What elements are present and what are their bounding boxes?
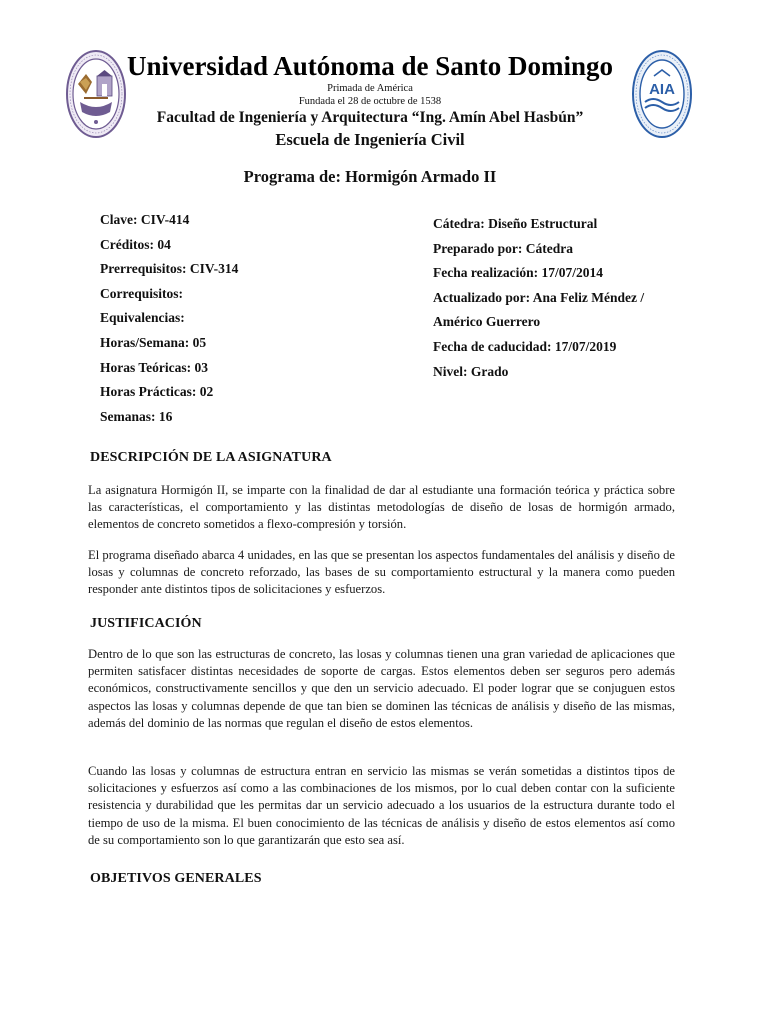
info-equivalencias: Equivalencias: [100,310,185,326]
faculty-seal-text: AIA [649,81,675,98]
info-catedra: Cátedra: Diseño Estructural [433,216,598,231]
info-creditos: Créditos: 04 [100,236,171,252]
info-prerrequisitos: Prerrequisitos: CIV-314 [100,261,239,277]
paragraph-descripcion-1: La asignatura Hormigón II, se imparte con la finalidad de dar al estudiante una formación teórica y práctica sobre las características, el comportamiento y las distintas metodologías de diseño de losas de hormigón armado, elementos de concreto sometidos a flexo-compresión y torsión. [88,483,675,532]
program-title: Programa de: Hormigón Armado II [243,167,497,186]
info-fecha-realizacion: Fecha realización: 17/07/2014 [433,265,603,281]
course-info-right [433,212,644,384]
faculty-seal-icon [632,50,692,138]
heading-objetivos: OBJETIVOS GENERALES [90,871,262,886]
info-horas-semana: Horas/Semana: 05 [100,334,207,350]
faculty-name: Facultad de Ingeniería y Arquitectura “Ing. Amín Abel Hasbún” [156,109,584,126]
info-correquisitos: Correquisitos: [100,285,183,301]
info-horas-teoricas: Horas Teóricas: 03 [100,359,208,375]
info-actualizado-por-cont: Américo Guerrero [433,314,541,330]
info-horas-practicas: Horas Prácticas: 02 [100,384,214,400]
info-semanas: Semanas: 16 [100,408,173,424]
course-info-left [100,208,238,429]
heading-justificacion: JUSTIFICACIÓN [90,616,202,631]
founded-date: Fundada el 28 de octubre de 1538 [298,96,442,107]
info-preparado-por: Preparado por: Cátedra [433,240,573,256]
university-title: Universidad Autónoma de Santo Domingo [126,51,614,81]
paragraph-justificacion-2: Cuando las losas y columnas de estructura entran en servicio las mismas se verán sometidas a distintos tipos de solicitaciones y esfuerzos así como a las combinaciones de los mismos, por lo cual deben contar con la suficiente resistencia y durabilidad que les permitas dar un servicio adecuado a los usuarios de la estructura durante todo el tiempo de uso de la misma. El buen conocimiento de las técnicas de análisis y diseño de estos elementos así como de su comportamiento son lo que garantizarán que esto sea así. [88,764,675,847]
paragraph-descripcion-2: El programa diseñado abarca 4 unidades, en las que se presentan los aspectos fundamentales del análisis y diseño de losas y columnas de concreto reforzado, las bases de su comportamiento estructural y la manera como pueden responder ante distintos tipos de solicitaciones y esfuerzos. [88,548,675,597]
paragraph-justificacion-1: Dentro de lo que son las estructuras de concreto, las losas y columnas tienen una gran variedad de aplicaciones que permiten satisfacer distintas necesidades de soporte de cargas. Estos elementos deben ser seguros pero además económicos, constructivamente sencillos y que den un servicio adecuado. El poder lograr que se conjuguen estos aspectos las losas y columnas depende de que tan bien se dominen las técnicas de análisis y diseño de las mismas, además del dominio de las normas que regulan el diseño de estos elementos. [88,647,675,730]
heading-descripcion: DESCRIPCIÓN DE LA ASIGNATURA [90,450,332,465]
info-fecha-caducidad: Fecha de caducidad: 17/07/2019 [433,338,617,354]
info-actualizado-por: Actualizado por: Ana Feliz Méndez / [433,289,645,305]
school-name: Escuela de Ingeniería Civil [275,130,465,149]
info-nivel: Nivel: Grado [433,363,509,379]
info-clave: Clave: CIV-414 [100,212,190,227]
university-motto: Primada de América [327,83,413,94]
